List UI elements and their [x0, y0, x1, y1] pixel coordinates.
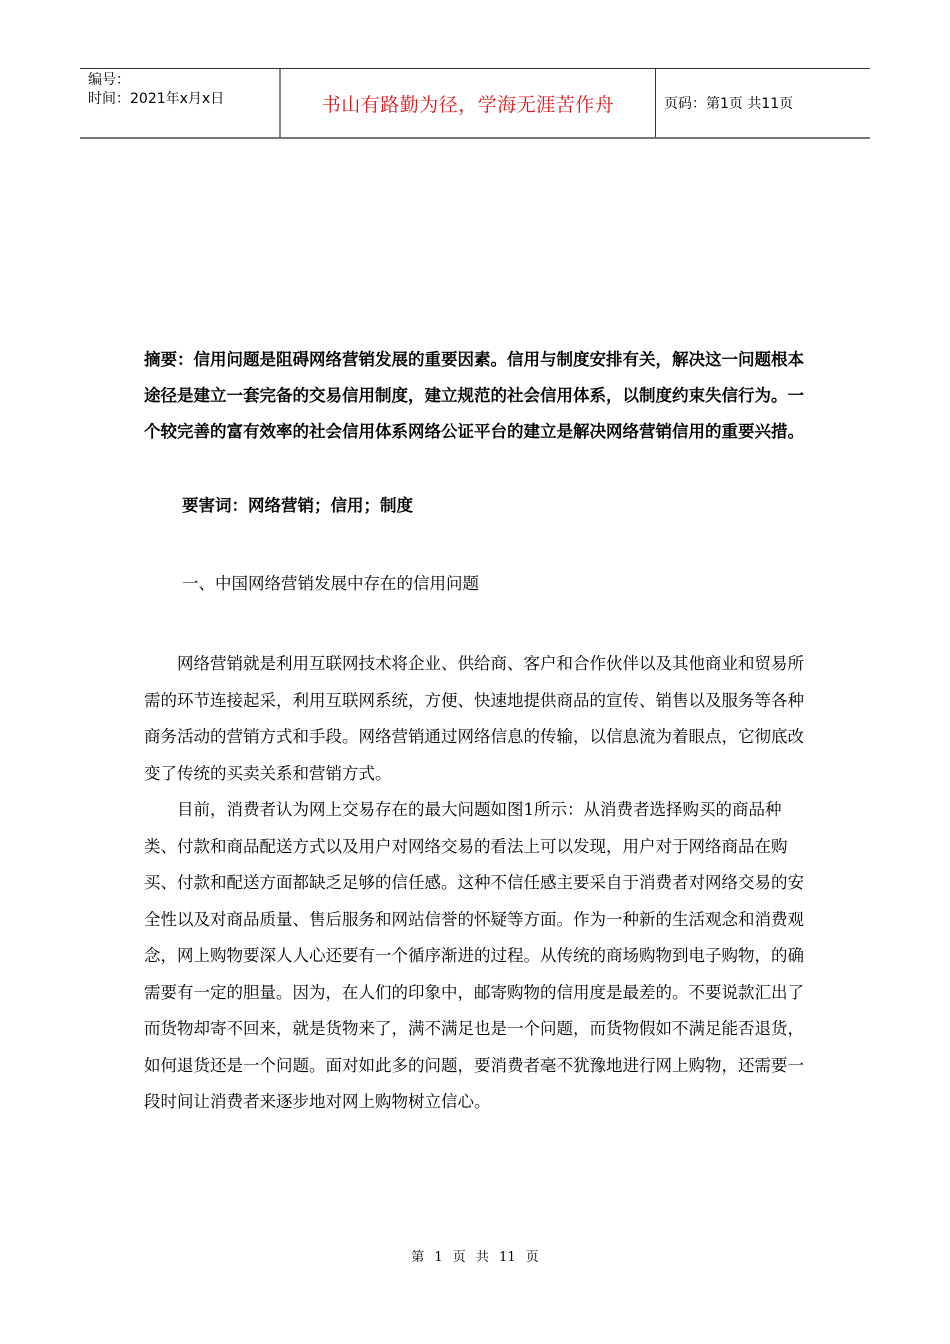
page-header-table: [80, 68, 870, 139]
page-footer: 第 1 页 共 11 页: [411, 1250, 539, 1265]
document-number-label: 编号：: [88, 72, 130, 88]
keywords-line: 要害词：网络营销；信用；制度: [182, 496, 413, 515]
section-body: [144, 646, 806, 1121]
body-paragraph: 目前，消费者认为网上交易存在的最大问题如图1所示：从消费者选择购买的商品种类、付款和商品配送方式以及用户对网络交易的看法上可以发现，用户对于网络商品在购买、付款和配送方面都缺乏足够的信任感。这种不信任感主要采自于消费者对网络交易的安全性以及对商品质量、售后服务和网站信誉的怀疑等方面。作为一种新的生活观念和消费观念，网上购物要深人人心还要有一个循序渐进的过程。从传统的商场购物到电子购物，的确需要有一定的胆量。因为，在人们的印象中，邮寄购物的信用度是最差的。不要说款汇出了而货物却寄不回来，就是货物来了，满不满足也是一个问题，而货物假如不满足能否退货，如何退货还是一个问题。面对如此多的问题，要消费者毫不犹豫地进行网上购物，还需要一段时间让消费者来逐步地对网上购物树立信心。: [144, 800, 804, 1111]
body-paragraph: 网络营销就是利用互联网技术将企业、供给商、客户和合作伙伴以及其他商业和贸易所需的环节连接起采，利用互联网系统，方便、快速地提供商品的宣传、销售以及服务等各种商务活动的营销方式和手段。网络营销通过网络信息的传输，以信息流为着眼点，它彻底改变了传统的买卖关系和营销方式。: [144, 654, 804, 783]
header-motto: 书山有路勤为径，学海无涯苦作舟: [281, 69, 656, 137]
document-time-label: 时间：2021年x月x日: [88, 91, 225, 107]
abstract-paragraph: 摘要：信用问题是阻碍网络营销发展的重要因素。信用与制度安排有关，解决这一问题根本途径是建立一套完备的交易信用制度，建立规范的社会信用体系，以制度约束失信行为。一个较完善的富有效率的社会信用体系网络公证平台的建立是解决网络营销信用的重要兴措。: [144, 350, 804, 441]
header-meta-cell: [80, 69, 281, 137]
header-page-info: 页码：第1页 共11页: [664, 96, 794, 112]
section-heading: 一、中国网络营销发展中存在的信用问题: [182, 574, 479, 593]
